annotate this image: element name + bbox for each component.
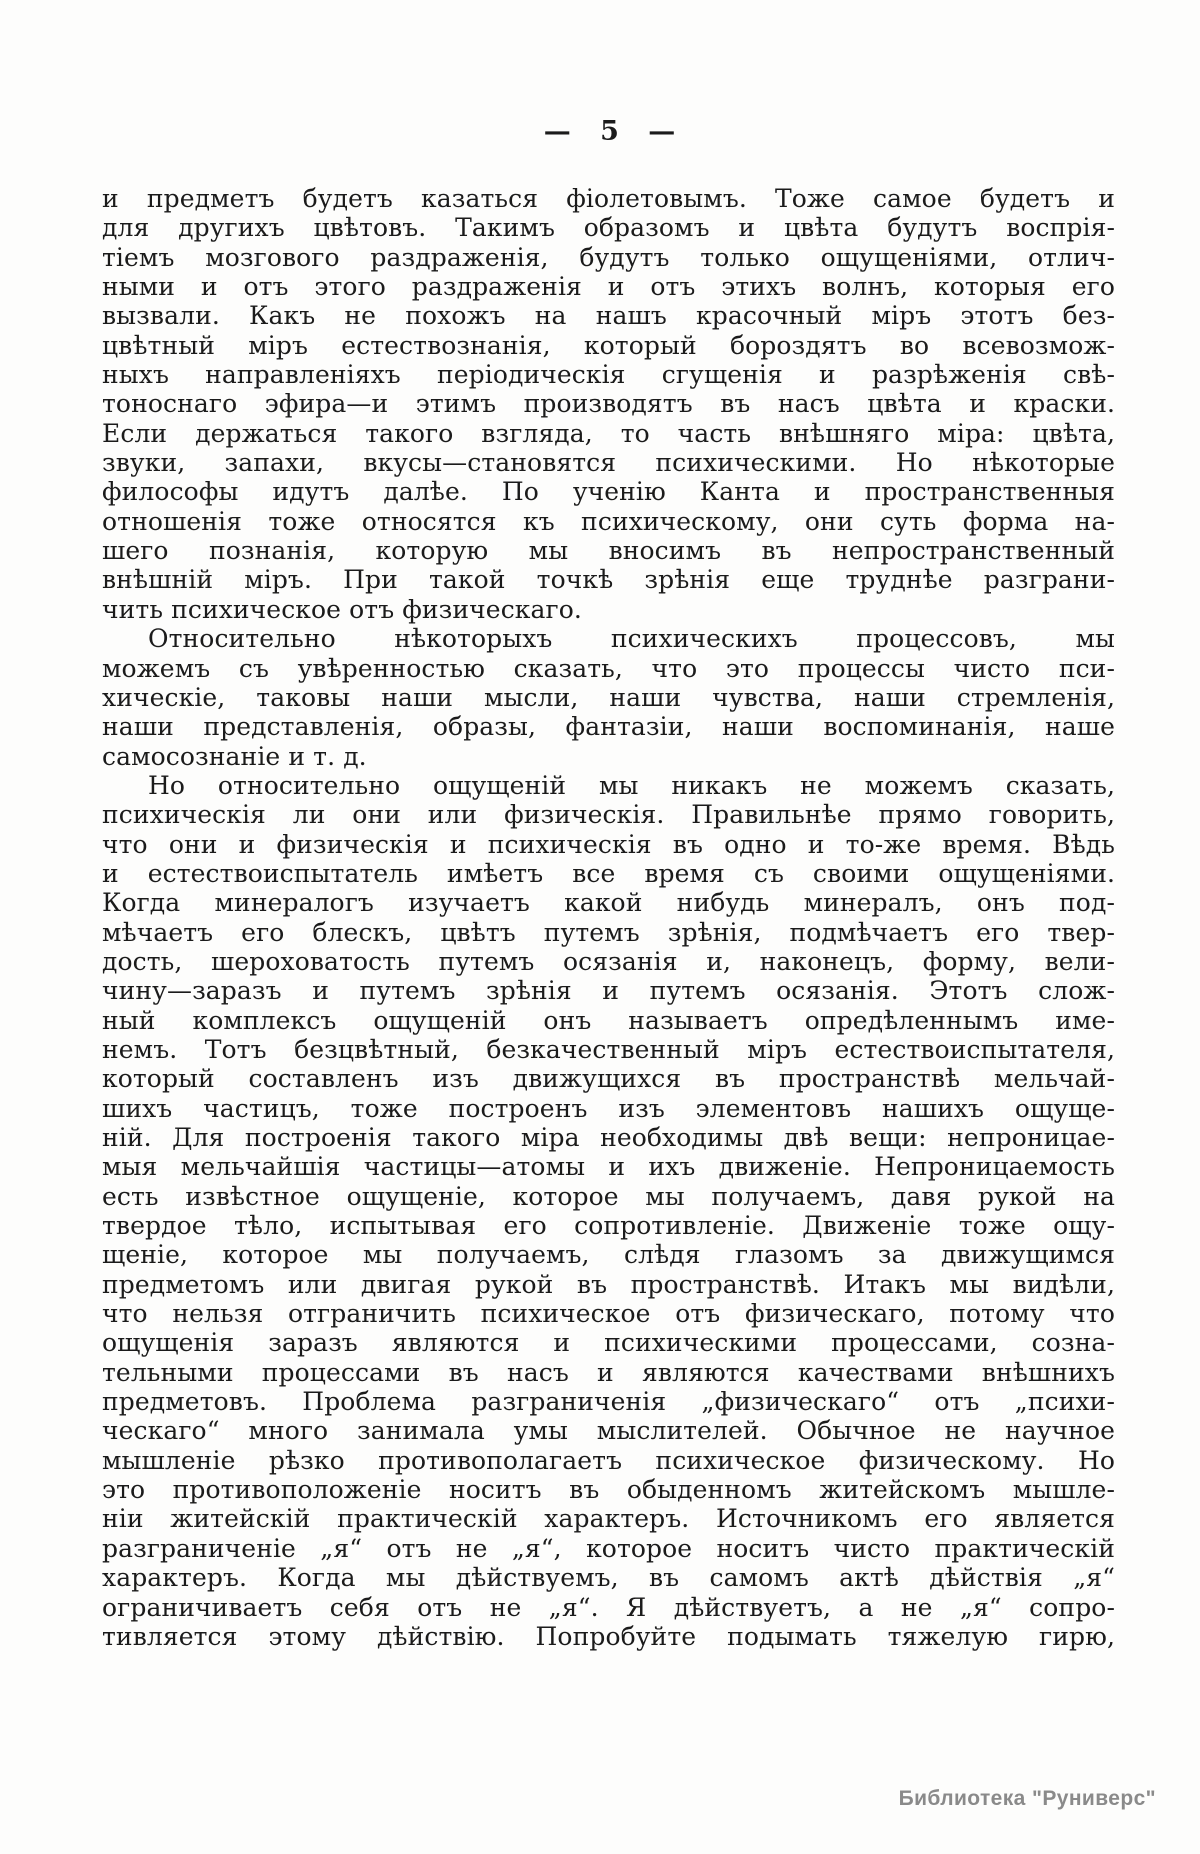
text-line: есть извѣстное ощущеніе, которое мы получаемъ, давя рукой на — [102, 1181, 1115, 1211]
text-line: ощущенія заразъ являются и психическими процессами, созна- — [102, 1328, 1115, 1358]
text-line: и естествоиспытатель имѣетъ все время съ своими ощущеніями. — [102, 858, 1115, 888]
text-line: Когда минералогъ изучаетъ какой нибудь минералъ, онъ под- — [102, 888, 1115, 918]
text-line: тоноснаго эфира—и этимъ производятъ въ насъ цвѣта и краски. — [102, 389, 1115, 419]
text-line: мыя мельчайшія частицы—атомы и ихъ движеніе. Непроницаемость — [102, 1152, 1115, 1182]
text-line: разграниченіе „я“ отъ не „я“, которое носитъ чисто практическій — [102, 1533, 1115, 1563]
text-line: самосознаніе и т. д. — [102, 741, 367, 771]
text-line: звуки, запахи, вкусы—становятся психическими. Но нѣкоторые — [102, 448, 1115, 478]
text-block — [102, 184, 1115, 1651]
text-line: чину—заразъ и путемъ зрѣнія и путемъ осязанія. Этотъ слож- — [102, 976, 1115, 1006]
text-line: предметомъ или двигая рукой въ пространствѣ. Итакъ мы видѣли, — [102, 1269, 1115, 1299]
text-line: тіемъ мозгового раздраженія, будутъ только ощущеніями, отлич- — [102, 242, 1115, 272]
text-line: вызвали. Какъ не похожъ на нашъ красочный міръ этотъ без- — [102, 301, 1115, 331]
text-line: ограничиваетъ себя отъ не „я“. Я дѣйствуетъ, а не „я“ сопро- — [102, 1592, 1115, 1622]
text-line: можемъ съ увѣренностью сказать, что это процессы чисто пси- — [102, 653, 1115, 683]
text-line: ній. Для построенія такого міра необходимы двѣ вещи: непроницае- — [102, 1123, 1115, 1152]
text-line: щеніе, которое мы получаемъ, слѣдя глазомъ за движущимся — [102, 1240, 1115, 1270]
text-line: ныхъ направленіяхъ періодическія сгущенія и разрѣженія свѣ- — [102, 360, 1115, 390]
text-line: Относительно нѣкоторыхъ психическихъ процессовъ, мы — [148, 624, 1115, 654]
text-line: ческаго“ много занимала умы мыслителей. Обычное не научное — [102, 1416, 1115, 1446]
text-line: чить психическое отъ физическаго. — [102, 594, 582, 624]
text-line: дость, шероховатость путемъ осязанія и, наконецъ, форму, вели- — [102, 946, 1115, 976]
text-line: цвѣтный міръ естествознанія, который бороздятъ во всевозмож- — [102, 330, 1115, 360]
text-line: тельными процессами въ насъ и являются качествами внѣшнихъ — [102, 1357, 1115, 1387]
text-line: тивляется этому дѣйствію. Попробуйте подымать тяжелую гирю, — [102, 1621, 1115, 1651]
text-line: который составленъ изъ движущихся въ пространствѣ мельчай- — [102, 1064, 1115, 1094]
page-number: — 5 — — [543, 116, 677, 147]
text-line: и предметъ будетъ казаться фіолетовымъ. Тоже самое будетъ и — [102, 184, 1115, 213]
text-line: ніи житейскій практическій характеръ. Источникомъ его является — [102, 1504, 1115, 1534]
text-line: немъ. Тотъ безцвѣтный, безкачественный міръ естествоиспытателя, — [102, 1034, 1115, 1064]
text-line: мышленіе рѣзко противополагаетъ психическое физическому. Но — [102, 1445, 1115, 1475]
text-line: философы идутъ далѣе. По ученію Канта и пространственныя — [102, 477, 1115, 507]
text-line: для другихъ цвѣтовъ. Такимъ образомъ и цвѣта будутъ воспрія- — [102, 213, 1115, 243]
text-line: мѣчаетъ его блескъ, цвѣтъ путемъ зрѣнія, подмѣчаетъ его твер- — [102, 917, 1115, 947]
text-line: внѣшній міръ. При такой точкѣ зрѣнія еще труднѣе разграни- — [102, 565, 1115, 595]
text-line: что они и физическія и психическія въ одно и то-же время. Вѣдь — [102, 829, 1115, 859]
watermark: Библиотека "Руниверс" — [898, 1787, 1156, 1810]
text-line: хическіе, таковы наши мысли, наши чувства, наши стремленія, — [102, 682, 1115, 712]
text-line: Но относительно ощущеній мы никакъ не можемъ сказать, — [148, 770, 1115, 800]
text-line: твердое тѣло, испытывая его сопротивленіе. Движеніе тоже ощу- — [102, 1211, 1115, 1241]
text-line: Если держаться такого взгляда, то часть внѣшняго міра: цвѣта, — [102, 418, 1115, 448]
text-line: психическія ли они или физическія. Правильнѣе прямо говорить, — [102, 800, 1115, 830]
text-line: шего познанія, которую мы вносимъ въ непространственный — [102, 536, 1115, 566]
text-line: что нельзя отграничить психическое отъ физическаго, потому что — [102, 1299, 1115, 1329]
text-line: отношенія тоже относятся къ психическому, они суть форма на- — [102, 506, 1115, 536]
text-line: наши представленія, образы, фантазіи, наши воспоминанія, наше — [102, 712, 1115, 742]
text-line: ный комплексъ ощущеній онъ называетъ опредѣленнымъ име- — [102, 1005, 1115, 1035]
text-line: характеръ. Когда мы дѣйствуемъ, въ самомъ актѣ дѣйствія „я“ — [102, 1563, 1115, 1593]
text-line: ными и отъ этого раздраженія и отъ этихъ волнъ, которыя его — [102, 272, 1115, 302]
text-line: шихъ частицъ, тоже построенъ изъ элементовъ нашихъ ощуще- — [102, 1093, 1115, 1123]
text-line: это противоположеніе носитъ въ обыденномъ житейскомъ мышле- — [102, 1475, 1115, 1505]
text-line: предметовъ. Проблема разграниченія „физическаго“ отъ „психи- — [102, 1387, 1115, 1417]
